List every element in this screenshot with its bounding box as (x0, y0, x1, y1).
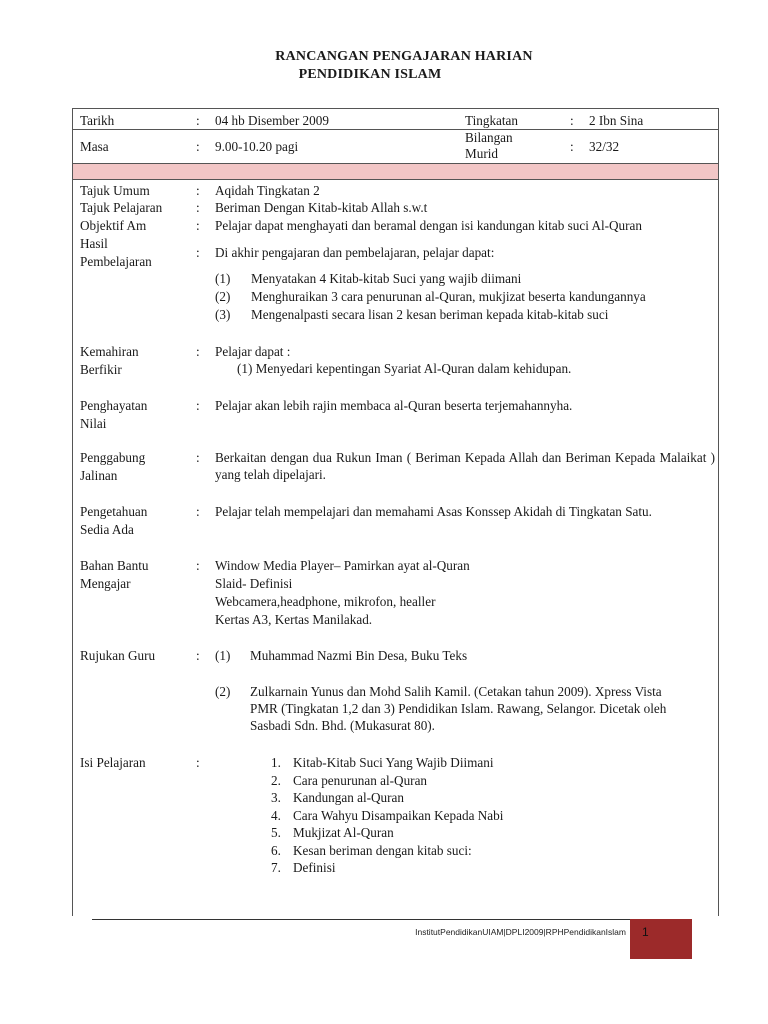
list-text: Definisi (293, 860, 336, 875)
lesson-plan-table (72, 108, 719, 916)
mengajar-label: Mengajar (80, 576, 131, 591)
murid-label: Murid (465, 146, 498, 161)
list-item: Kertas A3, Kertas Manilakad. (215, 612, 373, 627)
list-text: Kitab-Kitab Suci Yang Wajib Diimani (293, 755, 494, 770)
isi-label: Isi Pelajaran (80, 755, 146, 770)
pembelajaran-label: Pembelajaran (80, 254, 152, 269)
list-text: Kandungan al-Quran (293, 790, 404, 805)
tajuk-pelajaran-value: Beriman Dengan Kitab-kitab Allah s.w.t (215, 200, 428, 215)
list-number: 2. (271, 772, 281, 788)
header-separator-band (73, 163, 718, 180)
colon: : (196, 218, 200, 233)
tajuk-umum-value: Aqidah Tingkatan 2 (215, 183, 320, 198)
colon: : (196, 755, 200, 770)
list-item: Slaid- Definisi (215, 576, 293, 591)
colon: : (196, 113, 200, 128)
colon: : (196, 398, 200, 413)
list-number: (2) (215, 289, 231, 304)
list-number: (2) (215, 684, 231, 699)
list-text: Zulkarnain Yunus dan Mohd Salih Kamil. (Cetakan tahun 2009). Xpress Vista PMR (Tingkatan 1,2 dan 3) Pendidikan Islam. Rawang, Selangor. Dicetak oleh Sasbadi Sdn. Bhd. (Mukasurat 80). (250, 684, 667, 733)
rujukan-label: Rujukan Guru (80, 648, 156, 663)
colon: : (196, 558, 200, 573)
tajuk-pelajaran-label: Tajuk Pelajaran (80, 200, 163, 215)
document-subtitle: PENDIDIKAN ISLAM (298, 67, 442, 82)
hasil-label: Hasil (80, 236, 108, 251)
tarikh-label: Tarikh (80, 113, 115, 128)
list-text: Menghuraikan 3 cara penurunan al-Quran, mukjizat beserta kandungannya (251, 289, 646, 304)
list-item: Window Media Player– Pamirkan ayat al-Quran (215, 558, 470, 573)
list-number: 7. (271, 860, 281, 875)
bilangan-label: Bilangan (465, 130, 513, 145)
list-number: 6. (271, 842, 281, 858)
penghayatan-label: Penghayatan (80, 398, 148, 413)
colon: : (570, 139, 574, 154)
bilangan-value: 32/32 (589, 139, 620, 154)
tarikh-value: 04 hb Disember 2009 (215, 113, 329, 128)
jalinan-label: Jalinan (80, 468, 118, 483)
kemahiran-value: Pelajar dapat : (215, 344, 291, 359)
objektif-label: Objektif Am (80, 218, 147, 233)
pengetahuan-value: Pelajar telah mempelajari dan memahami Asas Konssep Akidah di Tingkatan Satu. (215, 504, 652, 519)
footer-text: InstitutPendidikanUIAM|DPLI2009|RPHPendidikanIslam (415, 927, 626, 937)
penggabung-value: Berkaitan dengan dua Rukun Iman ( Beriman Kepada Allah dan Beriman Kepada Malaikat ) yang telah dipelajari. (215, 450, 715, 482)
colon: : (570, 113, 574, 128)
penghayatan-value: Pelajar akan lebih rajin membaca al-Quran beserta terjemahannyha. (215, 398, 573, 413)
list-text: Cara Wahyu Disampaikan Kepada Nabi (293, 807, 504, 823)
list-number: 1. (271, 755, 281, 770)
list-number: 3. (271, 790, 281, 805)
page-number: 1 (642, 925, 649, 939)
bahan-label: Bahan Bantu (80, 558, 149, 573)
tajuk-umum-label: Tajuk Umum (80, 183, 150, 198)
list-text: Cara penurunan al-Quran (293, 772, 428, 788)
list-number: (1) (215, 648, 231, 663)
masa-label: Masa (80, 139, 109, 154)
objektif-value: Pelajar dapat menghayati dan beramal dengan isi kandungan kitab suci Al-Quran (215, 218, 642, 233)
sedia-ada-label: Sedia Ada (80, 522, 134, 537)
list-item: Webcamera,headphone, mikrofon, healler (215, 594, 436, 609)
colon: : (196, 245, 200, 260)
kemahiran-label: Kemahiran (80, 344, 139, 359)
colon: : (196, 450, 200, 465)
page-number-box (630, 919, 692, 959)
list-text: Muhammad Nazmi Bin Desa, Buku Teks (250, 648, 468, 663)
berfikir-label: Berfikir (80, 362, 122, 377)
pengetahuan-label: Pengetahuan (80, 504, 148, 519)
colon: : (196, 200, 200, 215)
footer-divider (92, 919, 632, 920)
colon: : (196, 344, 200, 359)
colon: : (196, 139, 200, 154)
row-divider (73, 129, 718, 130)
list-number: (1) (215, 271, 231, 286)
nilai-label: Nilai (80, 416, 107, 431)
list-text: Mengenalpasti secara lisan 2 kesan beriman kepada kitab-kitab suci (251, 307, 609, 322)
hasil-value: Di akhir pengajaran dan pembelajaran, pelajar dapat: (215, 245, 495, 260)
list-number: 5. (271, 825, 281, 840)
document-title: RANCANGAN PENGAJARAN HARIAN (275, 49, 533, 64)
list-number: 4. (271, 807, 281, 823)
tingkatan-value: 2 Ibn Sina (589, 113, 644, 128)
colon: : (196, 504, 200, 519)
penggabung-label: Penggabung (80, 450, 146, 465)
tingkatan-label: Tingkatan (465, 113, 519, 128)
colon: : (196, 648, 200, 663)
list-text: Menyatakan 4 Kitab-kitab Suci yang wajib diimani (251, 271, 522, 286)
list-number: (3) (215, 307, 231, 322)
masa-value: 9.00-10.20 pagi (215, 139, 299, 154)
kemahiran-item: (1) Menyedari kepentingan Syariat Al-Quran dalam kehidupan. (237, 361, 572, 376)
list-text: Kesan beriman dengan kitab suci: (293, 842, 472, 858)
list-text: Mukjizat Al-Quran (293, 825, 394, 840)
colon: : (196, 183, 200, 198)
